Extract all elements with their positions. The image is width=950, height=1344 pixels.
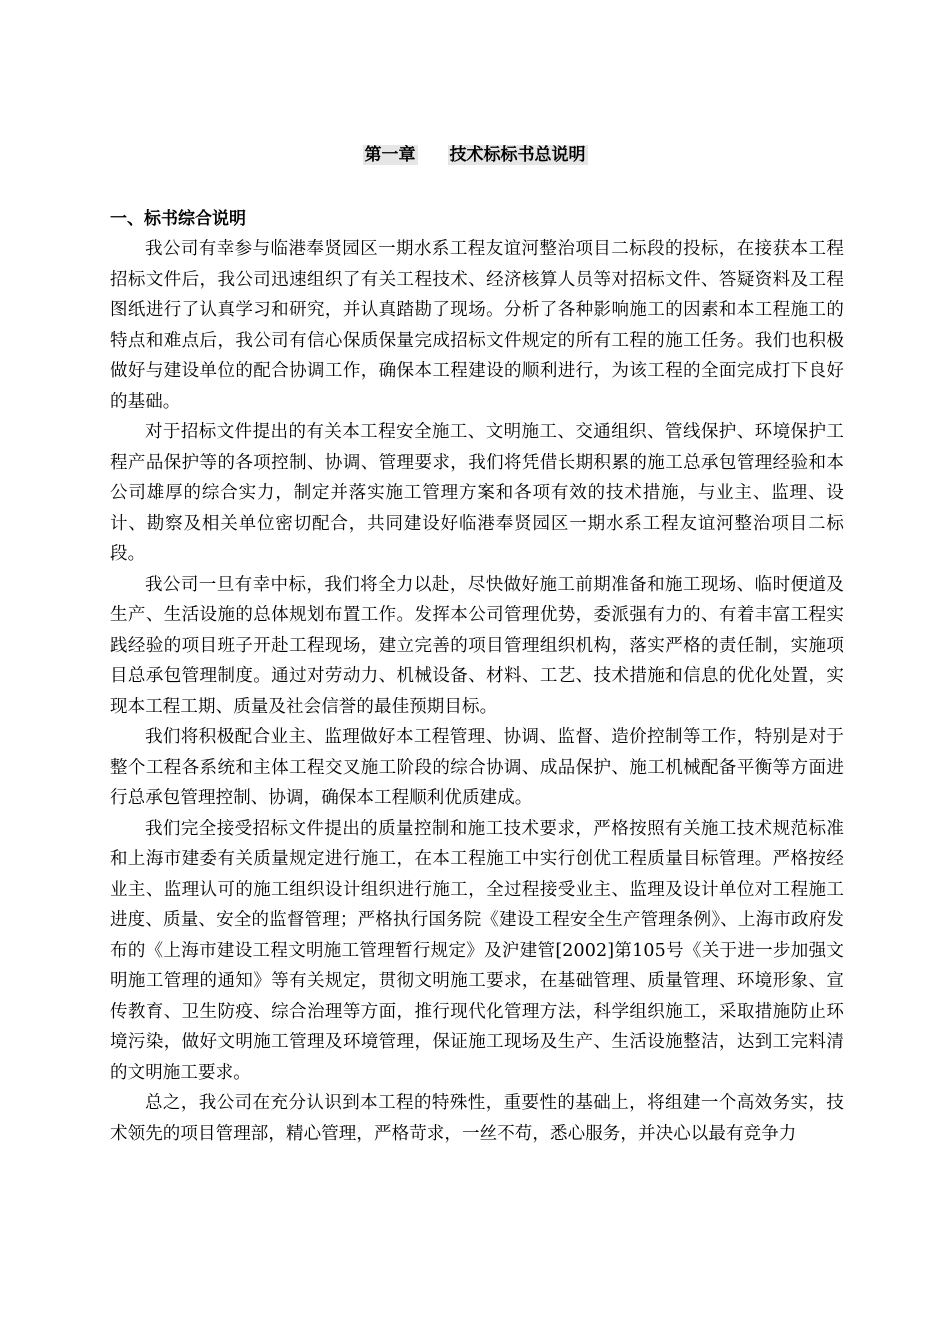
section-heading: 一、标书综合说明: [110, 209, 246, 229]
paragraph-quality-control: 我们完全接受招标文件提出的质量控制和施工技术要求，严格按照有关施工技术规范标准和上海市建委有关质量规定进行施工，在本工程施工中实行创优工程质量目标管理。严格按经业主、监理认可的施工组织设计组织进行施工，全过程接受业主、监理及设计单位对工程施工进度、质量、安全的监督管理；严格执行国务院《建设工程安全生产管理条例》、上海市政府发布的《上海市建设工程文明施工管理暂行规定》及沪建管[2002]第105号《关于进一步加强文明施工管理的通知》等有关规定，贯彻文明施工要求，在基础管理、质量管理、环境形象、宣传教育、卫生防疫、综合治理等方面，推行现代化管理方法，科学组织施工，采取措施防止环境污染，做好文明施工管理及环境管理，保证施工现场及生产、生活设施整洁，达到工完料清的文明施工要求。: [110, 818, 844, 1083]
chapter-title-text: 技术标标书总说明: [449, 145, 586, 165]
chapter-number: 第一章: [364, 145, 416, 165]
paragraph-coordination: 我们将积极配合业主、监理做好本工程管理、协调、监督、造价控制等工作，特别是对于整个工程各系统和主体工程交叉施工阶段的综合协调、成品保护、施工机械配备平衡等方面进行总承包管理控制、协调，确保本工程顺利优质建成。: [110, 727, 844, 808]
body-text: [110, 234, 844, 1149]
paragraph-intro: 我公司有幸参与临港奉贤园区一期水系工程友谊河整治项目二标段的投标，在接获本工程招标文件后，我公司迅速组织了有关工程技术、经济核算人员等对招标文件、答疑资料及工程图纸进行了认真学习和研究，并认真踏勘了现场。分析了各种影响施工的因素和本工程施工的特点和难点后，我公司有信心保质保量完成招标文件规定的所有工程的施工任务。我们也积极做好与建设单位的配合协调工作，确保本工程建设的顺利进行，为该工程的全面完成打下良好的基础。: [110, 239, 844, 412]
paragraph-safety-management: 对于招标文件提出的有关本工程安全施工、文明施工、交通组织、管线保护、环境保护工程产品保护等的各项控制、协调、管理要求，我们将凭借长期积累的施工总承包管理经验和本公司雄厚的综合实力，制定并落实施工管理方案和各项有效的技术措施，与业主、监理、设计、勘察及相关单位密切配合，共同建设好临港奉贤园区一期水系工程友谊河整治项目二标段。: [110, 422, 844, 564]
chapter-title: [0, 143, 950, 167]
paragraph-summary: 总之，我公司在充分认识到本工程的特殊性，重要性的基础上，将组建一个高效务实，技术领先的项目管理部，精心管理，严格苛求，一丝不苟，悉心服务，并决心以最有竞争力: [110, 1093, 844, 1144]
paragraph-after-award: 我公司一旦有幸中标，我们将全力以赴，尽快做好施工前期准备和施工现场、临时便道及生产、生活设施的总体规划布置工作。发挥本公司管理优势，委派强有力的、有着丰富工程实践经验的项目班子开赴工程现场，建立完善的项目管理组织机构，落实严格的责任制，实施项目总承包管理制度。通过对劳动力、机械设备、材料、工艺、技术措施和信息的优化处置，实现本工程工期、质量及社会信誉的最佳预期目标。: [110, 574, 844, 717]
